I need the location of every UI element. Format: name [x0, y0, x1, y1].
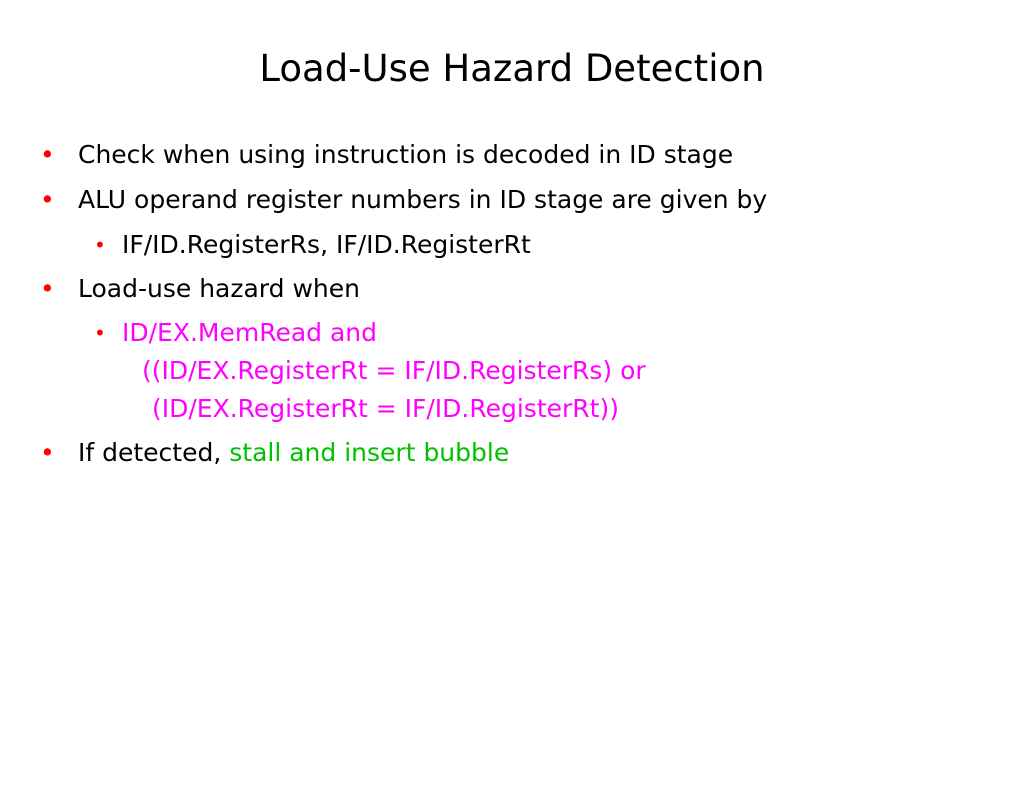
- sub-bullet-icon: •: [94, 233, 106, 257]
- condition-line-rt-eq-rt: (ID/EX.RegisterRt = IF/ID.RegisterRt)): [152, 394, 619, 423]
- condition-line-rt-eq-rs: ((ID/EX.RegisterRt = IF/ID.RegisterRs) or: [142, 356, 646, 385]
- bullet-text-load-use: Load-use hazard when: [78, 274, 360, 303]
- bullet-icon: •: [40, 185, 55, 214]
- bullet-icon: •: [40, 140, 55, 169]
- sub-bullet-icon: •: [94, 321, 106, 345]
- if-detected-prefix: If detected,: [78, 438, 230, 467]
- bullet-text-check-decoded: Check when using instruction is decoded in ID stage: [78, 140, 734, 169]
- slide-title: Load-Use Hazard Detection: [259, 47, 765, 90]
- bullet-text-if-detected: [78, 437, 509, 469]
- bullet-icon: •: [40, 274, 55, 303]
- bullet-icon: •: [40, 438, 55, 467]
- stall-action-text: stall and insert bubble: [229, 438, 510, 467]
- condition-line-memread: ID/EX.MemRead and: [122, 318, 378, 347]
- bullet-text-alu-operands: ALU operand register numbers in ID stage are given by: [78, 185, 768, 214]
- sub-bullet-text-registers: IF/ID.RegisterRs, IF/ID.RegisterRt: [122, 230, 531, 259]
